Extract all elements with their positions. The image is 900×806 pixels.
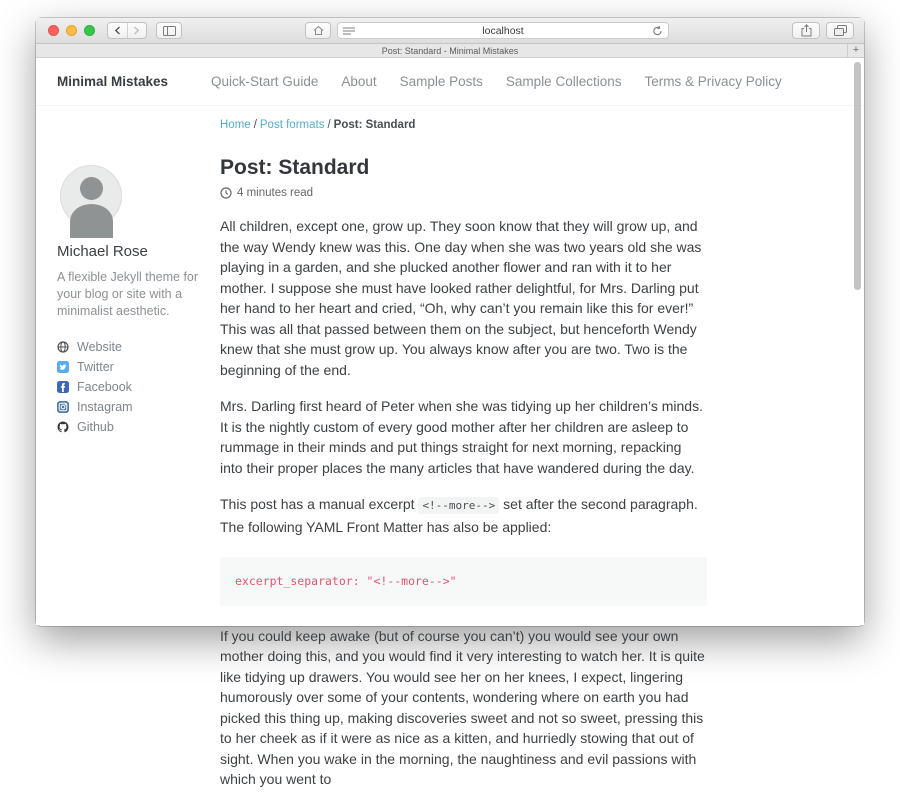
author-bio: A flexible Jekyll theme for your blog or site with a minimalist aesthetic. — [57, 270, 199, 318]
avatar — [60, 165, 122, 227]
minimize-window-button[interactable] — [66, 25, 77, 36]
close-window-button[interactable] — [48, 25, 59, 36]
paragraph-1: All children, except one, grow up. They soon know that they will grow up, and the way Wendy knew was this. One day when she was two years old she was playing in a garden, and she plucked another flower and ran with it to her mother. I suppose she must have looked rather delightful, for Mrs. Darling put her hand to her heart and cried, “Oh, why can’t you remain like this for ever!” This was all that passed between them on the subject, but henceforth Wendy knew that she must grow up. You always know after you are two. Two is the beginning of the end. — [220, 218, 702, 378]
history-nav-buttons — [107, 22, 147, 39]
window-controls — [48, 25, 95, 36]
article-body — [220, 216, 707, 790]
breadcrumb-current: Post: Standard — [333, 119, 416, 131]
tabs-icon — [834, 25, 847, 36]
breadcrumb-home-link[interactable]: Home — [220, 119, 251, 131]
tab-overview-button[interactable] — [826, 22, 854, 39]
active-tab[interactable]: Post: Standard - Minimal Mistakes — [381, 45, 519, 56]
chevron-right-icon — [133, 26, 140, 35]
reload-icon[interactable] — [652, 25, 663, 37]
tab-bar — [36, 44, 864, 58]
new-tab-button[interactable]: + — [847, 44, 864, 57]
nav-item-quick-start-guide[interactable]: Quick-Start Guide — [211, 74, 319, 89]
twitter-icon — [57, 361, 69, 373]
safari-window — [36, 18, 864, 787]
paragraph-2: Mrs. Darling first heard of Peter when she was tidying up her children’s minds. It is the nightly custom of every good mother after her children are asleep to rummage in their minds and put things straight for next morning, repacking into their proper places the many articles that have wandered during the day. — [220, 398, 703, 476]
breadcrumb: Home / Post formats / Post: Standard — [220, 119, 416, 131]
site-title-link[interactable]: Minimal Mistakes — [57, 74, 169, 89]
page-scrollbar[interactable] — [854, 62, 861, 290]
yaml-code-block: excerpt_separator: "<!--more-->" — [220, 557, 707, 606]
share-button[interactable] — [792, 22, 820, 39]
home-button[interactable] — [305, 22, 331, 39]
post-meta — [220, 187, 707, 199]
read-time: 4 minutes read — [237, 187, 314, 199]
avatar-silhouette — [80, 177, 103, 200]
nav-item-sample-collections[interactable]: Sample Collections — [505, 74, 622, 89]
back-button[interactable] — [108, 23, 127, 38]
author-link-facebook[interactable]: Facebook — [57, 377, 209, 397]
inline-code-more-tag: <!--more--> — [418, 497, 499, 514]
chevron-left-icon — [114, 26, 121, 35]
url-text: localhost — [482, 24, 524, 37]
author-link-instagram[interactable]: Instagram — [57, 397, 209, 417]
home-icon — [313, 25, 324, 36]
nav-item-about[interactable]: About — [341, 74, 377, 89]
sidebar-toggle-button[interactable] — [156, 22, 182, 39]
author-link-website[interactable]: Website — [57, 337, 209, 357]
author-name: Michael Rose — [57, 243, 148, 260]
sidebar-icon — [163, 26, 176, 36]
page-title: Post: Standard — [220, 156, 370, 179]
instagram-icon — [57, 401, 69, 413]
web-page — [36, 58, 864, 787]
share-icon — [801, 24, 812, 37]
author-links — [57, 337, 209, 437]
article-column — [220, 58, 707, 806]
globe-icon — [57, 341, 69, 353]
forward-button[interactable] — [127, 23, 147, 38]
clock-icon — [220, 187, 232, 199]
github-icon — [57, 421, 69, 433]
author-sidebar — [57, 165, 209, 437]
paragraph-4: If you could keep awake (but of course you can’t) you would see your own mother doing this, and you would find it very interesting to watch her. It is quite like tidying up drawers. You would see her on her knees, I expect, lingering humorously over some of your contents, wondering where on earth you had picked this thing up, making discoveries sweet and not so sweet, pressing this to her cheek as if it were as nice as a kitten, and hurriedly stowing that out of sight. When you wake in the morning, the naughtiness and evil passions with which you went to — [220, 627, 705, 787]
breadcrumb-section-link[interactable]: Post formats — [259, 119, 325, 131]
paragraph-3: This post has a manual excerpt <!--more--> set after the second paragraph. The following YAML Front Matter has also be applied: — [220, 496, 698, 535]
nav-item-terms-privacy[interactable]: Terms & Privacy Policy — [644, 74, 782, 89]
author-link-github[interactable]: Github — [57, 417, 209, 437]
facebook-icon — [57, 381, 69, 393]
titlebar-right-buttons — [792, 22, 854, 39]
author-link-twitter[interactable]: Twitter — [57, 357, 209, 377]
address-bar[interactable] — [337, 22, 669, 39]
reader-view-icon[interactable] — [343, 27, 355, 36]
nav-item-sample-posts[interactable]: Sample Posts — [399, 74, 483, 89]
browser-titlebar — [36, 18, 864, 44]
zoom-window-button[interactable] — [84, 25, 95, 36]
